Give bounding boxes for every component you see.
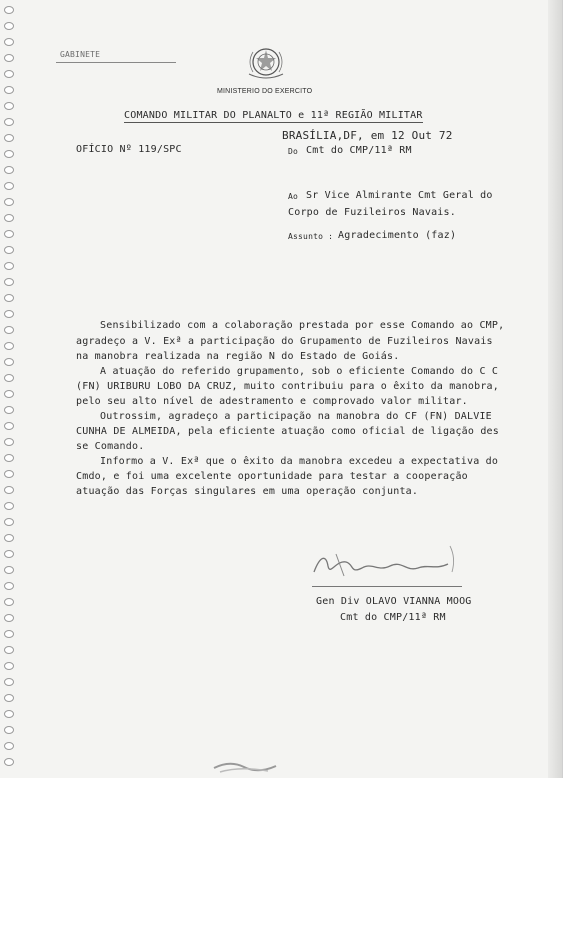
- binding-hole: [4, 470, 14, 478]
- binding-hole: [4, 454, 14, 462]
- recipient-line-2: Corpo de Fuzileiros Navais.: [288, 207, 456, 218]
- binding-hole: [4, 742, 14, 750]
- binding-hole: [4, 726, 14, 734]
- binding-hole: [4, 438, 14, 446]
- binding-hole: [4, 54, 14, 62]
- binding-hole: [4, 278, 14, 286]
- binding-hole: [4, 182, 14, 190]
- binding-hole: [4, 86, 14, 94]
- binding-hole: [4, 374, 14, 382]
- body-line: pelo seu alto nível de adestramento e comprovado valor militar.: [76, 396, 468, 407]
- body-line: (FN) URIBURU LOBO DA CRUZ, muito contribuiu para o êxito da manobra,: [76, 381, 499, 392]
- body-line: CUNHA DE ALMEIDA, pela eficiente atuação como oficial de ligação des: [76, 426, 499, 437]
- binding-hole: [4, 646, 14, 654]
- binding-hole: [4, 598, 14, 606]
- binding-hole: [4, 342, 14, 350]
- binding-hole: [4, 102, 14, 110]
- binding-hole: [4, 518, 14, 526]
- binding-hole: [4, 502, 14, 510]
- binding-hole: [4, 150, 14, 158]
- binding-hole: [4, 358, 14, 366]
- body-line: agradeço a V. Exª a participação do Grupamento de Fuzileiros Navais: [76, 336, 493, 347]
- signatory-name: Gen Div OLAVO VIANNA MOOG: [316, 596, 472, 607]
- subject-value: Agradecimento (faz): [338, 230, 457, 241]
- binding-hole: [4, 134, 14, 142]
- body-line: Informo a V. Exª que o êxito da manobra excedeu a expectativa do: [100, 456, 499, 467]
- binding-hole: [4, 710, 14, 718]
- body-line: Cmdo, e foi uma excelente oportunidade para testar a cooperação: [76, 471, 468, 482]
- binding-hole: [4, 326, 14, 334]
- binding-hole: [4, 246, 14, 254]
- binding-hole: [4, 614, 14, 622]
- signatory-title: Cmt do CMP/11ª RM: [340, 612, 446, 623]
- binding-hole: [4, 486, 14, 494]
- stamp-underline: [56, 62, 176, 63]
- coat-of-arms-emblem: [243, 44, 289, 82]
- binding-hole: [4, 22, 14, 30]
- signature-line: [312, 586, 462, 587]
- body-line: Outrossim, agradeço a participação na manobra do CF (FN) DALVIE: [100, 411, 492, 422]
- binding-hole: [4, 758, 14, 766]
- binding-hole: [4, 262, 14, 270]
- binding-hole: [4, 550, 14, 558]
- binding-hole: [4, 694, 14, 702]
- command-heading: COMANDO MILITAR DO PLANALTO e 11ª REGIÃO MILITAR: [124, 110, 423, 121]
- binding-hole: [4, 38, 14, 46]
- body-line: Sensibilizado com a colaboração prestada por esse Comando ao CMP,: [100, 320, 505, 331]
- handwritten-signature: [306, 542, 466, 586]
- binding-hole: [4, 582, 14, 590]
- ministry-title: MINISTERIO DO EXERCITO: [217, 88, 313, 95]
- binding-hole: [4, 166, 14, 174]
- binding-hole: [4, 534, 14, 542]
- body-line: na manobra realizada na região N do Estado de Goiás.: [76, 351, 400, 362]
- binding-hole: [4, 566, 14, 574]
- from-value: Cmt do CMP/11ª RM: [306, 145, 412, 156]
- binding-hole: [4, 6, 14, 14]
- body-line: atuação das Forças singulares em uma operação conjunta.: [76, 486, 419, 497]
- binding-hole: [4, 406, 14, 414]
- recipient-line-1: Sr Vice Almirante Cmt Geral do: [306, 190, 493, 201]
- top-left-stamp: GABINETE: [60, 50, 101, 59]
- place-date: BRASÍLIA,DF, em 12 Out 72: [282, 129, 453, 142]
- binding-hole: [4, 214, 14, 222]
- binding-hole: [4, 230, 14, 238]
- binding-hole: [4, 630, 14, 638]
- binding-hole: [4, 70, 14, 78]
- binding-hole: [4, 118, 14, 126]
- recipient-label: Ao: [288, 192, 299, 201]
- binding-hole: [4, 662, 14, 670]
- body-line: se Comando.: [76, 441, 145, 452]
- from-label: Do: [288, 147, 299, 156]
- scan-background: [0, 778, 576, 948]
- oficio-number: OFÍCIO Nº 119/SPC: [76, 144, 182, 155]
- subject-label: Assunto :: [288, 232, 334, 241]
- binding-hole: [4, 678, 14, 686]
- binding-hole: [4, 310, 14, 318]
- binding-hole: [4, 422, 14, 430]
- spiral-binding: [2, 6, 16, 778]
- ink-smudge: [210, 758, 280, 776]
- binding-hole: [4, 198, 14, 206]
- body-line: A atuação do referido grupamento, sob o eficiente Comando do C C: [100, 366, 499, 377]
- binding-hole: [4, 390, 14, 398]
- page-edge-shadow: [548, 0, 562, 778]
- binding-hole: [4, 294, 14, 302]
